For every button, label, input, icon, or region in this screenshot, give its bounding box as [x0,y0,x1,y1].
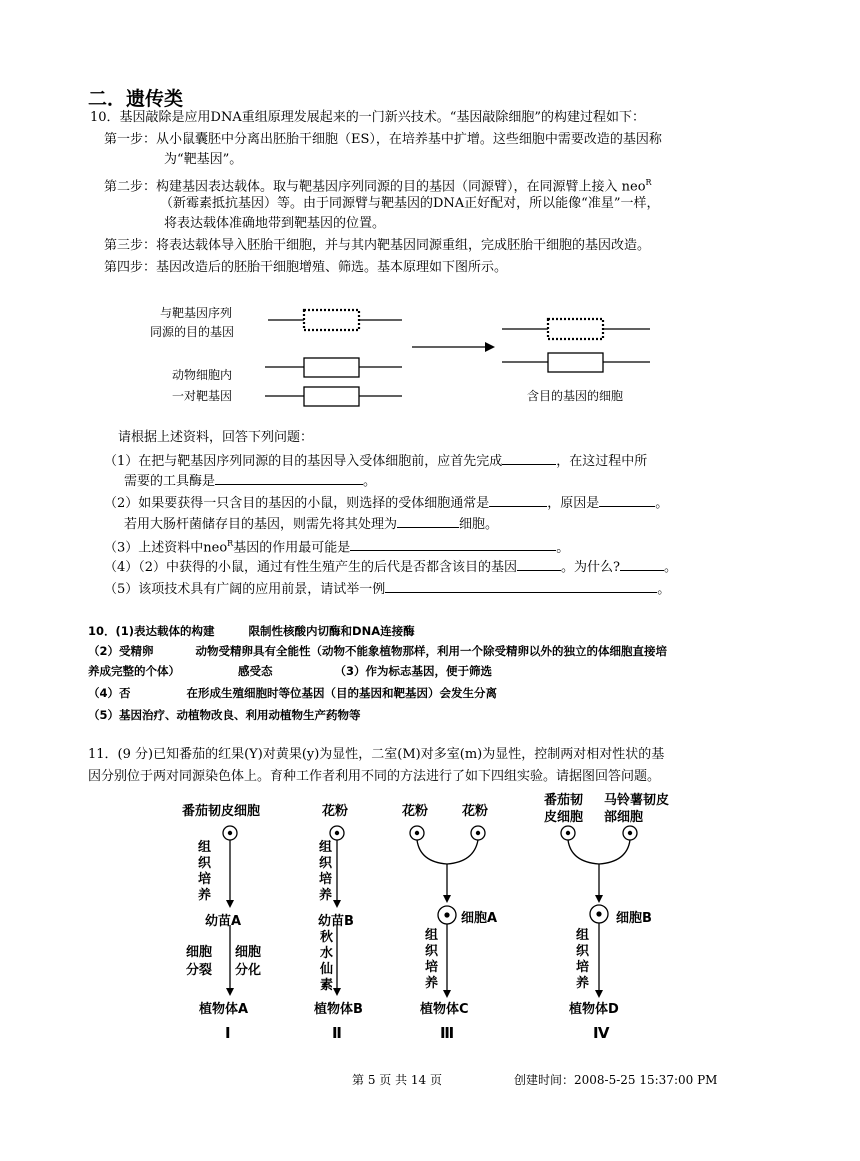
fig-iii-numeral: Ⅲ [440,1024,455,1042]
answer-4: （4）否 在形成生殖细胞时等位基因（目的基因和靶基因）会发生分离 [88,686,498,700]
fig-ii-colchicine-label: 秋水仙素 [320,930,334,993]
q10-question-4: （4）（2）中获得的小鼠，通过有性生殖产生的后代是否都含该目的基因 。为什么? 。 [104,556,677,578]
answer-2-cont: 养成完整的个体） 感受态 （3）作为标志基因，便于筛选 [88,664,493,678]
fig-i-plant-label: 植物体A [199,1002,249,1017]
fig-i-differ-label: 细胞分化 [235,945,262,978]
fig-iv-source-1-label: 番茄韧皮细胞 [544,793,584,825]
q10-intro: 10．基因敲除是应用DNA重组原理发展起来的一门新兴技术。“基因敲除细胞”的构建过程如下： [90,110,646,125]
diagram-label-result: 含目的基因的细胞 [527,389,624,403]
q11-text: 11．(9 分)已知番茄的红果(Y)对黄果(y)为显性，二室(M)对多室(m)为显性，控制两对相对性状的基 [88,747,665,762]
q10-prompt: 请根据上述资料，回答下列问题： [118,430,314,445]
diagram-label-homolog-1: 与靶基因序列 [160,306,233,320]
q10-step4: 第四步：基因改造后的胚胎干细胞增殖、筛选。基本原理如下图所示。 [104,260,508,275]
fig-iv-cell-label: 细胞B [616,911,652,926]
created-time: 创建时间：2008-5-25 15:37:00 PM [514,1073,718,1087]
fig-ii-culture-label: 组织培养 [319,840,333,903]
fig-iv-plant-label: 植物体D [569,1002,619,1017]
q10-step2-cont: （新霉素抵抗基因）等。由于同源臂与靶基因的DNA正好配对，所以能像“准星”一样， [160,196,660,211]
page-number: 第 5 页 共 14 页 [352,1073,442,1087]
fig-i-culture-label: 组织培养 [198,840,212,903]
fig-i-source-label: 番茄韧皮细胞 [182,804,261,819]
fig-iv-numeral: Ⅳ [593,1024,610,1042]
q10-step1-cont: 为“靶基因”。 [164,152,243,167]
fig-ii-source-label: 花粉 [322,804,349,819]
diagram-label-pair-2: 一对靶基因 [172,389,233,403]
q10-question-5: （5）该项技术具有广阔的应用前景，请试举一例 。 [104,578,670,600]
q10-step3: 第三步：将表达载体导入胚胎干细胞，并与其内靶基因同源重组，完成胚胎干细胞的基因改造。 [104,238,651,253]
q10-question-2: （2）如果要获得一只含目的基因的小鼠，则选择的受体细胞通常是 ，原因是 。 [104,492,668,514]
fig-ii-numeral: Ⅱ [332,1024,342,1042]
answer-5: （5）基因治疗、动植物改良、利用动植物生产药物等 [88,708,361,722]
q11-text-cont: 因分别位于两对同源染色体上。育种工作者利用不同的方法进行了如下四组实验。请据图回答问题。 [88,769,661,784]
fig-iv-source-2-label: 马铃薯韧皮部细胞 [604,793,670,825]
diagram-label-pair-1: 动物细胞内 [172,368,233,382]
section-title: 二．遗传类 [88,88,184,110]
q10-question-3: （3）上述资料中neo$^R$基因的作用最可能是 。 [104,534,569,558]
fig-iii-cell-label: 细胞A [461,911,498,926]
fig-iii-culture-label: 组织培养 [425,928,439,991]
diagram-label-homolog-2: 同源的目的基因 [150,325,235,339]
q10-question-1-cont: 需要的工具酶是 。 [124,470,376,492]
q10-step2-cont2: 将表达载体准确地带到靶基因的位置。 [164,216,386,231]
q10-step2: 第二步：构建基因表达载体。取与靶基因序列同源的目的基因（同源臂），在同源臂上接入 neo$^R$ [104,178,652,195]
answer-2: （2）受精卵 动物受精卵具有全能性（动物不能象植物那样，利用一个除受精卵以外的独立的体细胞直接培 [88,644,668,658]
q10-question-2-cont: 若用大肠杆菌储存目的基因，则需先将其处理为 细胞。 [124,513,498,535]
q10-question-1: （1）在把与靶基因序列同源的目的基因导入受体细胞前，应首先完成 ，在这过程中所 [104,450,647,472]
fig-iii-pollen-2-label: 花粉 [462,804,489,819]
fig-i-divide-label: 细胞分裂 [186,945,213,978]
fig-iii-pollen-1-label: 花粉 [402,804,429,819]
fig-iv-culture-label: 组织培养 [576,928,590,991]
answer-1: 10．(1)表达载体的构建 限制性核酸内切酶和DNA连接酶 [88,624,415,638]
fig-iii-plant-label: 植物体C [420,1002,469,1017]
fig-i-numeral: Ⅰ [225,1024,231,1042]
fig-ii-plant-label: 植物体B [314,1002,363,1017]
q10-step1: 第一步：从小鼠囊胚中分离出胚胎干细胞（ES），在培养基中扩增。这些细胞中需要改造的基因称 [104,132,662,147]
fig-ii-seedling-label: 幼苗B [318,914,354,929]
fig-i-seedling-label: 幼苗A [205,914,242,929]
